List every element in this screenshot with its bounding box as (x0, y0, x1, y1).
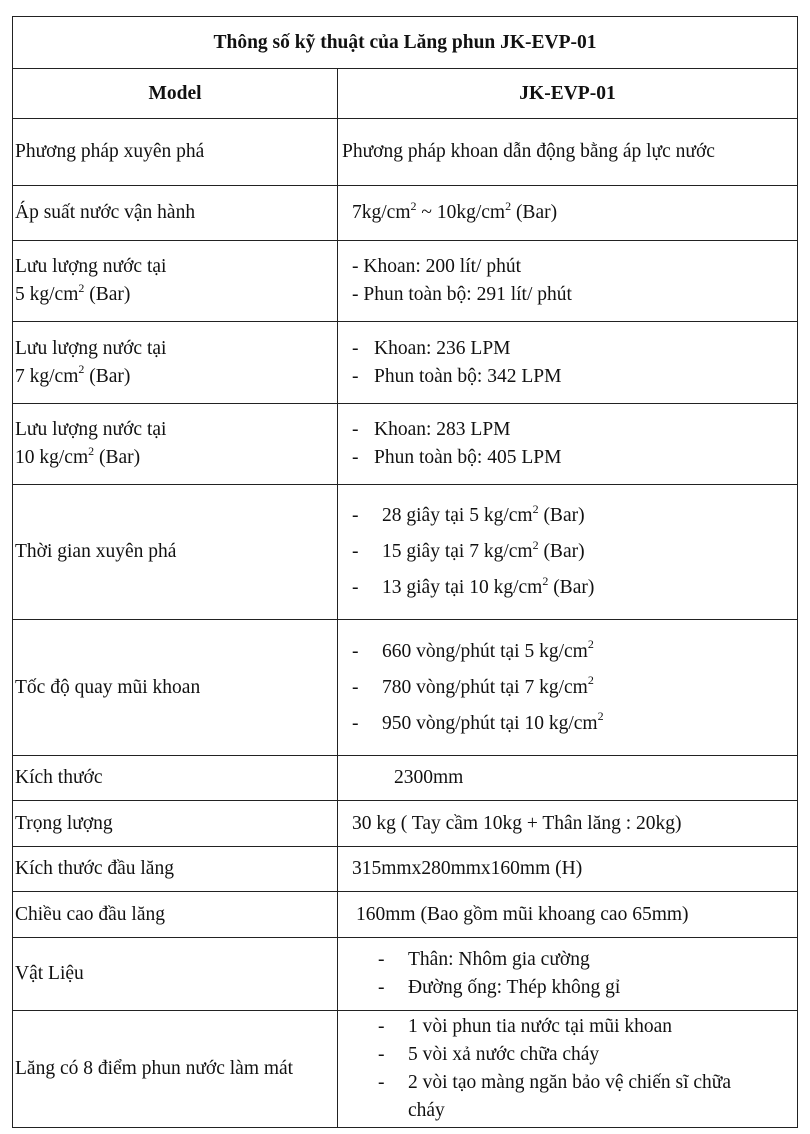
header-model-value: JK-EVP-01 (338, 69, 798, 119)
row-value: 160mm (Bao gồm mũi khoang cao 65mm) (338, 892, 798, 938)
row-label: Lăng có 8 điểm phun nước làm mát (13, 1011, 338, 1128)
list-item: - 13 giây tại 10 $kg/cm^2$ (Bar) (352, 573, 595, 598)
list-item: - 950 vòng/phút tại 10 $kg/cm^2$ (352, 709, 604, 734)
row-value (338, 241, 798, 322)
table-row (13, 119, 798, 186)
table-title: Thông số kỹ thuật của Lăng phun JK-EVP-01 (13, 17, 798, 69)
header-row (13, 69, 798, 119)
list-item: - Khoan: 283 LPM (352, 419, 511, 440)
table-row (13, 1011, 798, 1128)
list-item: - Khoan: 236 LPM (352, 337, 511, 359)
table-row (13, 186, 798, 241)
row-label: Lưu lượng nước tại 5 $kg/cm^2$ (Bar) (13, 241, 338, 322)
row-label: Áp suất nước vận hành (13, 186, 338, 241)
list-item: - 780 vòng/phút tại 7 $kg/cm^2$ (352, 673, 594, 698)
row-value (338, 1011, 798, 1128)
row-value (338, 620, 798, 756)
list-item: - 5 vòi xả nước chữa cháy (378, 1044, 600, 1065)
list-item: - 660 vòng/phút tại 5 $kg/cm^2$ (352, 637, 594, 662)
row-value: 2300mm (338, 756, 798, 801)
table-row (13, 801, 798, 847)
row-value: Phương pháp khoan dẫn động bằng áp lực nước (338, 119, 798, 186)
row-label: Tốc độ quay mũi khoan (13, 620, 338, 756)
list-item: - Thân: Nhôm gia cường (378, 949, 590, 970)
row-label: Trọng lượng (13, 801, 338, 847)
table-row (13, 404, 798, 485)
header-model: Model (13, 69, 338, 119)
row-label: Phương pháp xuyên phá (13, 119, 338, 186)
row-label: Kích thước đầu lăng (13, 847, 338, 892)
table-row (13, 938, 798, 1011)
row-value: $7kg/cm^2$ ~ $10kg/cm^2$ (Bar) (338, 186, 798, 241)
row-value (338, 938, 798, 1011)
table-row (13, 892, 798, 938)
row-label: Vật Liệu (13, 938, 338, 1011)
table-row (13, 756, 798, 801)
table-row (13, 241, 798, 322)
row-value: 30 kg ( Tay cầm 10kg + Thân lăng : 20kg) (338, 801, 798, 847)
list-item: - 1 vòi phun tia nước tại mũi khoan (378, 1016, 673, 1037)
row-label: Lưu lượng nước tại 7 $kg/cm^2$ (Bar) (13, 322, 338, 404)
row-label: Thời gian xuyên phá (13, 485, 338, 620)
list-item: - Phun toàn bộ: 405 LPM (352, 447, 562, 468)
list-item: - Phun toàn bộ: 342 LPM (352, 365, 562, 387)
list-item: - 15 giây tại 7 $kg/cm^2$ (Bar) (352, 537, 585, 562)
list-item: - Đường ống: Thép không gỉ (378, 977, 621, 998)
row-value (338, 322, 798, 404)
row-value (338, 485, 798, 620)
table-row (13, 620, 798, 756)
table-row (13, 847, 798, 892)
row-label: Lưu lượng nước tại 10 $kg/cm^2$ (Bar) (13, 404, 338, 485)
list-item: - 28 giây tại 5 $kg/cm^2$ (Bar) (352, 501, 585, 526)
table-row (13, 322, 798, 404)
list-item: - Phun toàn bộ: 291 lít/ phút (352, 284, 572, 305)
row-value (338, 404, 798, 485)
row-label: Kích thước (13, 756, 338, 801)
row-value: 315mmx280mmx160mm (H) (338, 847, 798, 892)
spec-table (12, 16, 798, 1128)
table-row (13, 485, 798, 620)
list-item: - 2 vòi tạo màng ngăn bảo vệ chiến sĩ chữa cháy (378, 1072, 732, 1121)
row-label: Chiều cao đầu lăng (13, 892, 338, 938)
title-row (13, 17, 798, 69)
list-item: - Khoan: 200 lít/ phút (352, 256, 521, 277)
